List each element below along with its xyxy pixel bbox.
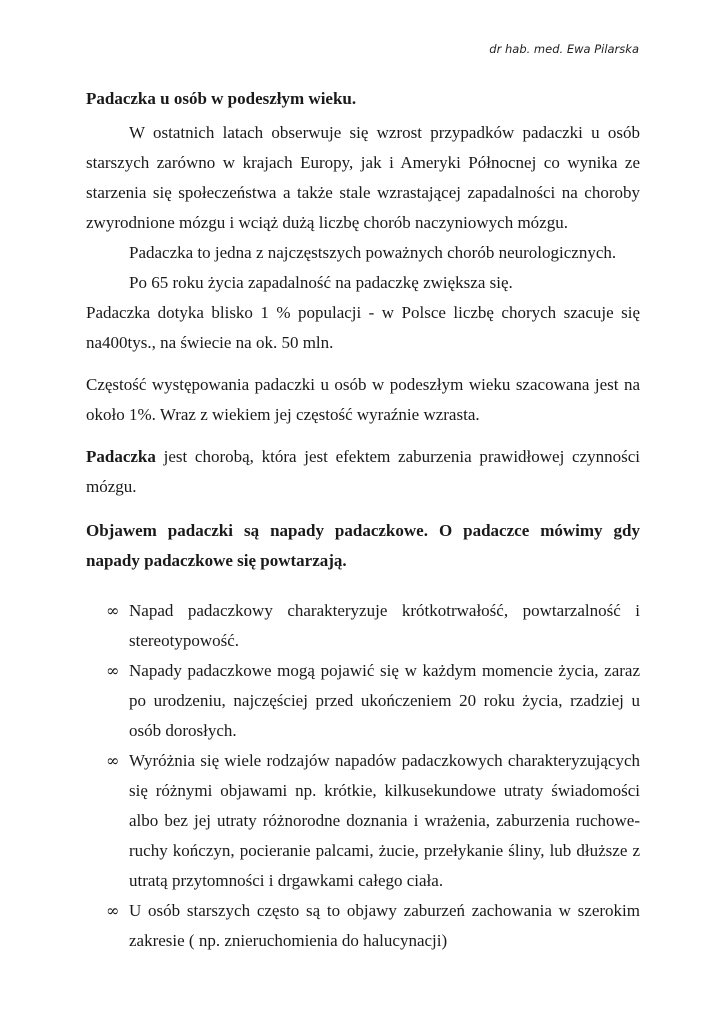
definition-paragraph: [86, 442, 640, 502]
list-item: [86, 746, 640, 896]
infinity-bullet-icon: ∞: [106, 901, 120, 920]
definition-lead: Padaczka: [86, 447, 156, 466]
infinity-bullet-icon: ∞: [106, 661, 120, 680]
document-title: Padaczka u osób w podeszłym wieku.: [86, 89, 357, 108]
population-paragraph: Padaczka dotyka blisko 1 % populacji - w Polsce liczbę chorych szacuje się na400tys., na świecie na ok. 50 mln.: [86, 303, 640, 352]
list-item-text: U osób starszych często są to objawy zaburzeń zachowania w szerokim zakresie ( np. znieruchomienia do halucynacji): [129, 901, 640, 950]
document-body: [86, 84, 640, 956]
list-item-text: Napady padaczkowe mogą pojawić się w każdym momencie życia, zaraz po urodzeniu, najczęściej przed ukończeniem 20 roku życia, rzadziej u osób dorosłych.: [129, 661, 640, 740]
infinity-bullet-icon: ∞: [106, 751, 120, 770]
list-item-text: Napad padaczkowy charakteryzuje krótkotrwałość, powtarzalność i stereotypowość.: [129, 601, 640, 650]
intro-paragraph: Po 65 roku życia zapadalność na padaczkę zwiększa się.: [129, 273, 513, 292]
symptoms-heading: Objawem padaczki są napady padaczkowe. O padaczce mówimy gdy napady padaczkowe się powtarzają.: [86, 521, 640, 570]
list-item: [86, 896, 640, 956]
list-item: [86, 596, 640, 656]
list-item: [86, 656, 640, 746]
symptoms-list: [86, 596, 640, 956]
list-item-text: Wyróżnia się wiele rodzajów napadów padaczkowych charakteryzujących się różnymi objawami np. krótkie, kilkusekundowe utraty świadomości albo bez jej utraty różnorodne doznania i wrażenia, zaburzenia ruchowe-ruchy kończyn, pocieranie palcami, żucie, przełykanie śliny, lub dłuższe z utratą przytomności i drgawkami całego ciała.: [129, 751, 640, 890]
intro-paragraph: Padaczka to jedna z najczęstszych poważnych chorób neurologicznych.: [129, 243, 617, 262]
definition-rest: jest chorobą, która jest efektem zaburzenia prawidłowej czynności mózgu.: [86, 447, 640, 496]
frequency-paragraph: Częstość występowania padaczki u osób w podeszłym wieku szacowana jest na około 1%. Wraz z wiekiem jej częstość wyraźnie wzrasta.: [86, 375, 640, 424]
infinity-bullet-icon: ∞: [106, 601, 120, 620]
header-author: dr hab. med. Ewa Pilarska: [489, 42, 639, 56]
intro-paragraph: W ostatnich latach obserwuje się wzrost przypadków padaczki u osób starszych zarówno w krajach Europy, jak i Ameryki Północnej co wynika ze starzenia się społeczeństwa a także stale wzrastającej zapadalności na choroby zwyrodnione mózgu i wciąż dużą liczbę chorób naczyniowych mózgu.: [86, 123, 640, 232]
